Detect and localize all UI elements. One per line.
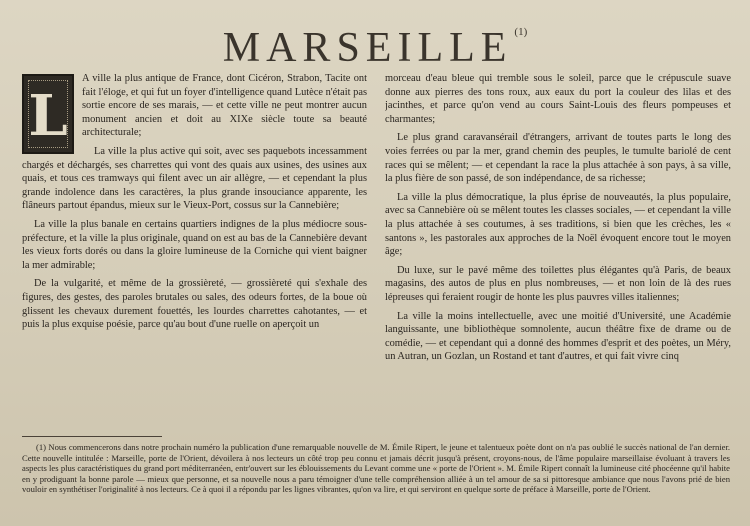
title-text: MARSEILLE xyxy=(222,25,513,71)
paragraph: La ville la plus active qui soit, avec ses paquebots incessamment chargés et déchargés, ses charrettes qui vont des quais aux usines, des usines aux quais, et tous ces tramways qui filent avec un air allègre, — et cependant la plus grande indolence dans les caractères, la plus grande insouciance apparente, les flâneurs partout épandus, mieux sur le Vieux-Port, cossus sur la Cannebière; xyxy=(22,145,367,212)
footnote-ref: (1) xyxy=(36,442,47,452)
paragraph: La ville la plus démocratique, la plus éprise de nouveautés, la plus populaire, avec sa Cannebière où se mêlent toutes les classes sociales, — et cependant la ville la plus attachée à ses coutumes, à ses traditions, si bien que les crèches, les « santons », les pastorales aux approches de la Noël évoquent encore tout le moyen âge; xyxy=(385,191,731,258)
paragraph: La ville la moins intellectuelle, avec une moitié d'Université, une Académie languissante, une bibliothèque somnolente, aucun théâtre fixe de drame ou de comédie, — et cependant qui a donné des hommes d'esprit et des poètes, un Méry, un Autran, un Gozlan, un Rostand et tant d'autres, et qui fait vivre cinq xyxy=(385,310,731,363)
paragraph: La ville la plus banale en certains quartiers indignes de la plus médiocre sous-préfecture, et la ville la plus originale, quand on est au bas de la Cannebière devant les vieux forts dorés ou dans la gloire lumineuse de la Corniche qui vient baigner la mer admirable; xyxy=(22,218,367,271)
dropcap-letter: L xyxy=(28,83,68,149)
title-footnote-mark: (1) xyxy=(514,26,528,38)
footnote-divider xyxy=(22,436,162,437)
ornamental-dropcap xyxy=(22,74,74,154)
paragraph xyxy=(22,72,367,149)
page-title xyxy=(0,6,750,71)
right-column xyxy=(385,72,731,432)
paragraph: De la vulgarité, et même de la grossièreté, — grossièreté qui s'exhale des figures, des gestes, des paroles brutales ou sales, des odeurs fortes, de la boue où glissent les chevaux durement fouettés, les lourdes charrettes cahotantes, — et puis la plus exquise poésie, parce qu'au bout d'une ruelle on aperçoit un xyxy=(22,278,367,331)
footnote-text: Nous commencerons dans notre prochain numéro la publication d'une remarquable nouvelle de M. Émile Ripert, le jeune et talentueux poète dont on n'a pas oublié le succès national de l'an dernier. Cette nouvelle intitulée : Marseille, porte de l'Orient, dévoilera à nos lecteurs un côté trop peu connu et jamais décrit jusqu'à présent, croyons-nous, de l'âme populaire marseillaise évoluant à travers les aspects les plus caractéristiques du grand port méditerranéen, entr'ouvert sur les éblouissements du Levant comme une « porte de l'Orient ». M. Émile Ripert connaît la lumineuse cité phocéenne qu'il habite en y prodiguant la bonne parole — mieux que personne, et sa nouvelle nous a paru témoigner d'une telle compréhension alliée à un tel amour de sa si pittoresque ambiance que nous l'avons prié de bien vouloir en synthétiser l'originalité à nos lecteurs. Ce à quoi il a répondu par les lignes vibrantes, qu'on va lire, et qui serviront en quelque sorte de préface à Marseille, porte de l'Orient. xyxy=(22,442,730,494)
paragraph: Le plus grand caravansérail d'étrangers, arrivant de toutes parts le long des voies ferrées ou par la mer, grand chemin des peuples, le tumulte bariolé de cent races qui se mêlent; — et cependant la race la plus attachée à son pays, à sa ville, la plus fière de son passé, de son indépendance, de sa richesse; xyxy=(385,132,731,185)
footnote-paragraph xyxy=(22,442,730,495)
paragraph: morceau d'eau bleue qui tremble sous le soleil, parce que le crépuscule suave donne aux pierres des tons roux, aux eaux du port la couleur des lilas et des jacinthes, et parce qu'on vend au cours Saint-Louis des fleurs pompeuses et charmantes; xyxy=(385,73,731,125)
paragraph-text: A ville la plus antique de France, dont Cicéron, Strabon, Tacite ont fait l'éloge, et qui fut un foyer d'intelligence quand Lutèce n'était pas sortie encore de ses marais, — et cette ville ne peut montrer aucun monument ancien et doit au XIXe siècle toute sa beauté architecturale; xyxy=(82,73,367,139)
footnote xyxy=(22,442,730,522)
left-column xyxy=(22,72,367,432)
paragraph: Du luxe, sur le pavé même des toilettes plus élégantes qu'à Paris, de beaux magasins, des autos de plus en plus nombreuses, — et non loin de là des rues lépreuses qui feraient rougir de honte les plus pauvres villes italiennes; xyxy=(385,264,731,303)
